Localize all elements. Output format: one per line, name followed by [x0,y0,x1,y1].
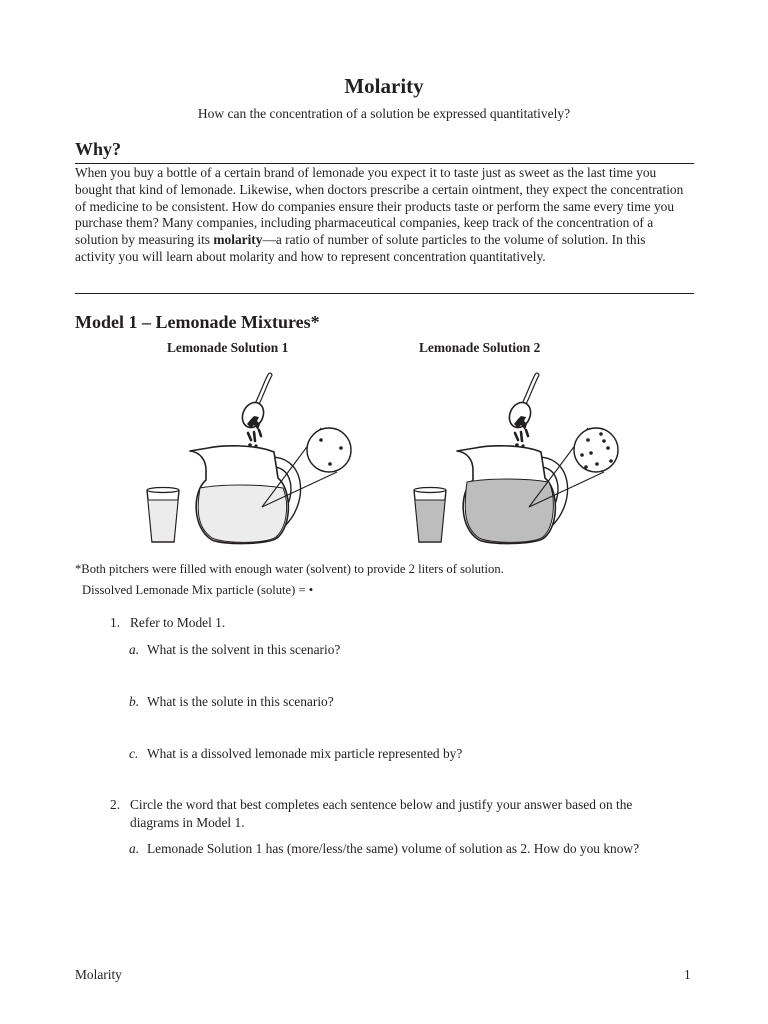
question-2-number: 2. [110,797,121,812]
solution1-particle [319,438,323,442]
question-1c [129,746,462,762]
pitcher1-liquid [198,485,286,542]
question-1a-letter: a. [129,642,140,657]
solution1-particle [339,446,343,450]
footnote: *Both pitchers were filled with enough water (solvent) to provide 2 liters of solution. [75,562,504,576]
question-2 [110,797,632,813]
question-1b-text: What is the solute in this scenario? [147,694,334,709]
footer-title: Molarity [75,967,122,982]
question-1 [110,615,225,631]
why-text-before: When you buy a bottle of a certain brand of lemonade you expect it to taste just as sweet as the last time you bought that kind of lemonade. Likewise, when doctors prescribe a certain ointment, they expect the concentration of medicine to be consistent. How do companies ensure their products taste or perform the same every time you purchase them? Many companies, including pharmaceutical companies, keep track of the concentration of a solution by measuring its [75,165,684,248]
solution2-particle [595,462,599,466]
glass2-liquid [415,500,444,541]
molarity-term: molarity [213,232,263,248]
solution2-particle [586,438,590,442]
question-2-line1: Circle the word that best completes each sentence below and justify your answer based on the [130,797,633,812]
question-1-text: Refer to Model 1. [130,615,226,630]
pitcher2-liquid [465,479,553,542]
solution2-particle [584,465,588,469]
solution2-label: Lemonade Solution 2 [419,340,541,355]
solution2-particle [609,459,613,463]
question-1a [129,642,340,658]
divider-bottom [75,293,694,294]
question-1a-text: What is the solvent in this scenario? [147,642,341,657]
solution2-particle [589,451,593,455]
solution2-particle [606,446,610,450]
solution2-particle [602,439,606,443]
why-heading: Why? [75,139,122,159]
solution2-particle [580,453,584,457]
page-title: Molarity [344,74,424,98]
question-2a-letter: a. [129,841,140,856]
question-1c-text: What is a dissolved lemonade mix particle represented by? [147,746,463,761]
divider-top [75,163,694,164]
solution1-particle [328,462,332,466]
question-2a-text: Lemonade Solution 1 has (more/less/the same) volume of solution as 2. How do you know? [147,841,640,856]
question-2-line2: diagrams in Model 1. [130,815,245,830]
question-1c-letter: c. [129,746,139,761]
solution2-particle [599,432,603,436]
page-number: 1 [684,967,691,982]
why-text-after: —a ratio of number of solute particles to the volume of solution. In this activity you will learn about molarity and how to represent concentration quantitatively. [75,232,646,264]
particle-legend: Dissolved Lemonade Mix particle (solute) = • [82,583,314,597]
page-subtitle: How can the concentration of a solution be expressed quantitatively? [197,106,571,121]
model-heading: Model 1 – Lemonade Mixtures* [75,312,320,332]
question-1b-letter: b. [129,694,140,709]
glass1-liquid [148,500,177,541]
question-2a [129,841,639,857]
solution2-diagram [414,375,618,544]
solution1-diagram [147,375,351,544]
solution1-label: Lemonade Solution 1 [167,340,289,355]
question-1b [129,694,334,710]
lemonade-illustration [0,360,768,555]
question-1-number: 1. [110,615,121,630]
why-paragraph [75,165,687,266]
